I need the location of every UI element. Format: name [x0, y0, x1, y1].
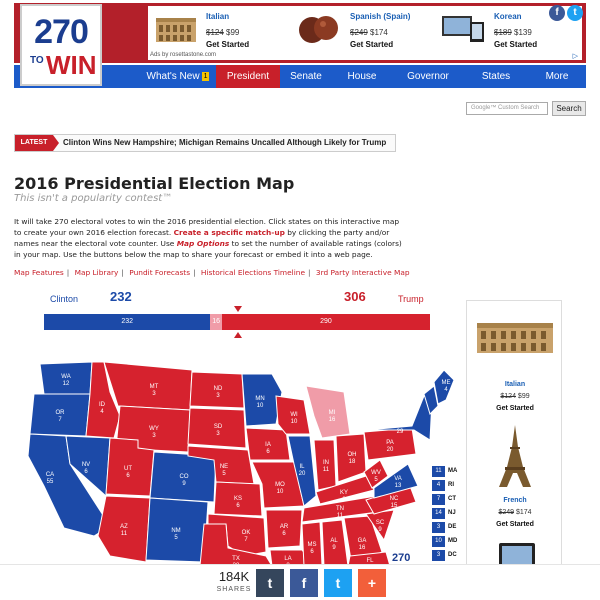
side-ad-get-started[interactable]: Get Started	[496, 521, 534, 528]
state-oh	[336, 434, 366, 482]
small-state-abbr: RI	[448, 482, 454, 488]
state-ev-label: 3	[152, 433, 156, 439]
page-title: 2016 Presidential Election Map	[14, 174, 295, 193]
small-state-abbr: NJ	[448, 510, 456, 516]
state-ev-label: 11	[322, 467, 330, 473]
state-ev-label: 6	[126, 473, 130, 479]
twitter-share-button[interactable]: t	[324, 569, 352, 597]
state-label: NM	[171, 528, 181, 534]
nav-governor[interactable]: Governor	[407, 71, 449, 82]
state-ev-label: 5	[174, 535, 178, 541]
link-map-library[interactable]: Map Library	[74, 268, 119, 277]
colosseum-icon	[471, 315, 559, 357]
state-label: UT	[124, 466, 132, 472]
nav-house[interactable]: House	[347, 71, 377, 82]
state-label: PA	[386, 440, 394, 446]
state-ev-label: 12	[62, 381, 70, 387]
state-ev-label: 9	[332, 545, 336, 551]
state-label: CO	[179, 474, 189, 480]
latest-headline[interactable]: Clinton Wins New Hampshire; Michigan Remains Uncalled Although Likely for Trump	[63, 138, 387, 147]
state-label: OR	[55, 410, 65, 416]
logo-270: 270	[34, 13, 88, 51]
state-ev-label: 9	[182, 481, 186, 487]
side-ad-price: $249 $174	[498, 509, 532, 516]
tumblr-share-button[interactable]: t	[256, 569, 284, 597]
site-logo[interactable]	[20, 4, 102, 86]
clinton-ev-total: 232	[110, 289, 132, 304]
trump-ev-total: 306	[344, 289, 366, 304]
ad-footer: Ads by rosettastone.com	[150, 52, 217, 58]
state-ev-label: 3	[152, 391, 156, 397]
intro-text: It will take 270 electoral votes to win the 2016 presidential election. Click states on this interactive map to create your own 2016 election forecast. Create a specific match-up by clicking the party and/or names near the electoral vote counter. Use Map Options to set the number of available ratings (colors) in your map. Use the buttons below the map to share your forecast or embed it into a web page.	[14, 217, 402, 259]
candidate-trump[interactable]: Trump	[398, 294, 424, 304]
ev-bar	[44, 314, 430, 330]
nav-states[interactable]: States	[481, 71, 511, 82]
side-ad-name: Italian	[504, 381, 526, 388]
state-label: CA	[45, 472, 55, 478]
state-label: ID	[99, 402, 105, 408]
state-label: MT	[149, 384, 159, 390]
latest-news-bar[interactable]	[14, 134, 396, 152]
state-label: ME	[441, 380, 451, 386]
side-ad-name: French	[503, 497, 527, 504]
share-label: SHARES	[216, 586, 252, 593]
ad-get-started[interactable]: Get Started	[350, 40, 394, 49]
eiffel-tower-icon	[497, 423, 533, 489]
state-label: MN	[255, 396, 265, 402]
state-ev-label: 15	[390, 503, 398, 509]
share-count: 184K	[218, 569, 250, 584]
castanets-icon	[296, 8, 344, 48]
side-ad-get-started[interactable]: Get Started	[496, 405, 534, 412]
banner-ad[interactable]	[148, 6, 582, 60]
state-label: VA	[394, 476, 402, 482]
nav-senate[interactable]: Senate	[290, 71, 322, 82]
follow-label: Follow	[520, 8, 544, 17]
state-label: NC	[389, 496, 399, 502]
twitter-icon[interactable]: t	[567, 5, 583, 21]
state-label: ND	[213, 386, 223, 392]
ad-item-spanish[interactable]	[296, 8, 436, 52]
state-ev-label: 11	[336, 513, 344, 519]
map-logo: 270	[392, 552, 411, 564]
ad-price: $124 $99	[206, 28, 240, 37]
new-count-badge: 1	[203, 72, 208, 80]
colosseum-icon	[152, 8, 200, 48]
state-label: LA	[284, 556, 292, 562]
state-ev-label: 10	[290, 419, 298, 425]
state-ev-label: 4	[100, 409, 104, 415]
small-state-ev: 14	[432, 508, 445, 519]
facebook-share-button[interactable]: f	[290, 569, 318, 597]
state-label: MS	[307, 542, 317, 548]
state-ev-label: 20	[386, 447, 394, 453]
state-label: WV	[371, 470, 381, 476]
small-state-ev: 3	[432, 550, 445, 561]
facebook-icon[interactable]: f	[549, 5, 565, 21]
state-ev-label: 7	[58, 417, 62, 423]
state-label: WI	[290, 412, 298, 418]
state-label: NV	[81, 462, 91, 468]
state-ev-label: 16	[358, 545, 366, 551]
state-ev-label: 3	[216, 393, 220, 399]
state-ev-label: 6	[310, 549, 314, 555]
small-state-ev: 3	[432, 522, 445, 533]
ad-name: Spanish (Spain)	[350, 12, 411, 21]
ev-bar-tossup: 16	[210, 314, 221, 330]
create-matchup-link[interactable]: Create a specific match-up	[173, 228, 285, 237]
ev-bar-rep: 290	[222, 314, 430, 330]
map-options-link[interactable]: Map Options	[176, 239, 230, 248]
side-ad[interactable]	[466, 300, 562, 590]
small-state-abbr: DE	[448, 524, 457, 530]
ad-price: $189 $139	[494, 28, 532, 37]
state-mt	[104, 362, 192, 410]
state-ev-label: 6	[84, 469, 88, 475]
state-ev-label: 6	[282, 531, 286, 537]
small-state-abbr: DC	[448, 552, 457, 558]
state-label: TN	[336, 506, 344, 512]
search-input[interactable]: Google™ Custom Search	[466, 102, 548, 115]
state-label: AZ	[120, 524, 128, 530]
ad-item-italian[interactable]	[152, 8, 292, 52]
state-label: OK	[241, 530, 251, 536]
state-ev-label: 4	[444, 387, 448, 393]
state-ev-label: 10	[256, 403, 264, 409]
state-label: WY	[149, 426, 159, 432]
page-subtitle: This isn't a popularity contest™	[14, 193, 173, 204]
state-label: IN	[323, 460, 329, 466]
270-marker-top-icon	[234, 306, 242, 312]
more-share-button[interactable]: +	[358, 569, 386, 597]
state-label: AR	[279, 524, 289, 530]
state-label: MO	[275, 482, 285, 488]
state-label: WA	[61, 374, 71, 380]
small-state-abbr: MA	[448, 468, 458, 474]
candidate-clinton[interactable]: Clinton	[50, 294, 79, 304]
nav-more[interactable]: More	[545, 71, 569, 82]
state-label: IA	[265, 442, 271, 448]
small-state-ev: 11	[432, 466, 445, 477]
state-ev-label: 5	[222, 471, 226, 477]
small-state-ev: 10	[432, 536, 445, 547]
ad-price: $249 $174	[350, 28, 388, 37]
logo-win: WIN	[46, 50, 97, 80]
270-marker-bottom-icon	[234, 332, 242, 338]
state-ev-label: 9	[378, 527, 382, 533]
small-state-abbr: MD	[448, 538, 458, 544]
state-label: IL	[299, 464, 305, 470]
link-3rd-party-map[interactable]: 3rd Party Interactive Map	[315, 268, 410, 277]
small-state-ev: 7	[432, 494, 445, 505]
state-label: MI	[328, 410, 336, 416]
link-pundit-forecasts[interactable]: Pundit Forecasts	[129, 268, 191, 277]
latest-tag: LATEST	[15, 135, 53, 151]
link-map-features[interactable]: Map Features	[14, 268, 64, 277]
ad-get-started[interactable]: Get Started	[206, 40, 250, 49]
state-label: AL	[330, 538, 338, 544]
state-ev-label: 18	[348, 459, 356, 465]
state-ev-label: 3	[216, 431, 220, 437]
nav-president[interactable]: President	[216, 65, 280, 88]
state-label: TX	[232, 556, 240, 562]
search-button[interactable]: Search	[552, 101, 586, 116]
state-label: NY	[395, 422, 405, 428]
state-ev-label: 7	[244, 537, 248, 543]
state-label: GA	[357, 538, 367, 544]
share-bar	[0, 564, 600, 600]
state-ev-label: 8	[342, 497, 346, 503]
side-ad-price: $124 $99	[500, 393, 530, 400]
map-links: Map Features | Map Library | Pundit Forecasts | Historical Elections Timeline | 3rd Party Interactive Map	[14, 268, 410, 277]
state-ev-label: 29	[396, 429, 404, 435]
state-label: NE	[219, 464, 229, 470]
ad-name: Italian	[206, 12, 230, 21]
state-ev-label: 5	[374, 477, 378, 483]
state-label: KS	[233, 496, 243, 502]
us-map[interactable]	[14, 356, 460, 566]
state-ev-label: 20	[298, 471, 306, 477]
ev-bar-dem: 232	[44, 314, 210, 330]
state-ev-label: 6	[266, 449, 270, 455]
state-label: OH	[347, 452, 357, 458]
state-ev-label: 11	[120, 531, 128, 537]
state-label: SD	[213, 424, 223, 430]
logo-to: TO	[30, 55, 44, 66]
state-label: FL	[366, 558, 374, 564]
state-ev-label: 6	[236, 503, 240, 509]
state-ev-label: 13	[394, 483, 402, 489]
nav-whats-new[interactable]: What's New 1	[146, 71, 208, 82]
ad-name: Korean	[494, 12, 522, 21]
devices-icon	[440, 8, 488, 48]
state-ev-label: 10	[276, 489, 284, 495]
ad-get-started[interactable]: Get Started	[494, 40, 538, 49]
adchoices-icon[interactable]: ▷	[572, 53, 578, 60]
state-ev-label: 55	[46, 479, 54, 485]
small-state-abbr: CT	[448, 496, 456, 502]
small-state-ev: 4	[432, 480, 445, 491]
state-label: SC	[375, 520, 385, 526]
state-label: KY	[339, 490, 349, 496]
state-ev-label: 16	[328, 417, 336, 423]
link-historical-timeline[interactable]: Historical Elections Timeline	[200, 268, 306, 277]
latest-arrow-icon	[53, 135, 59, 151]
